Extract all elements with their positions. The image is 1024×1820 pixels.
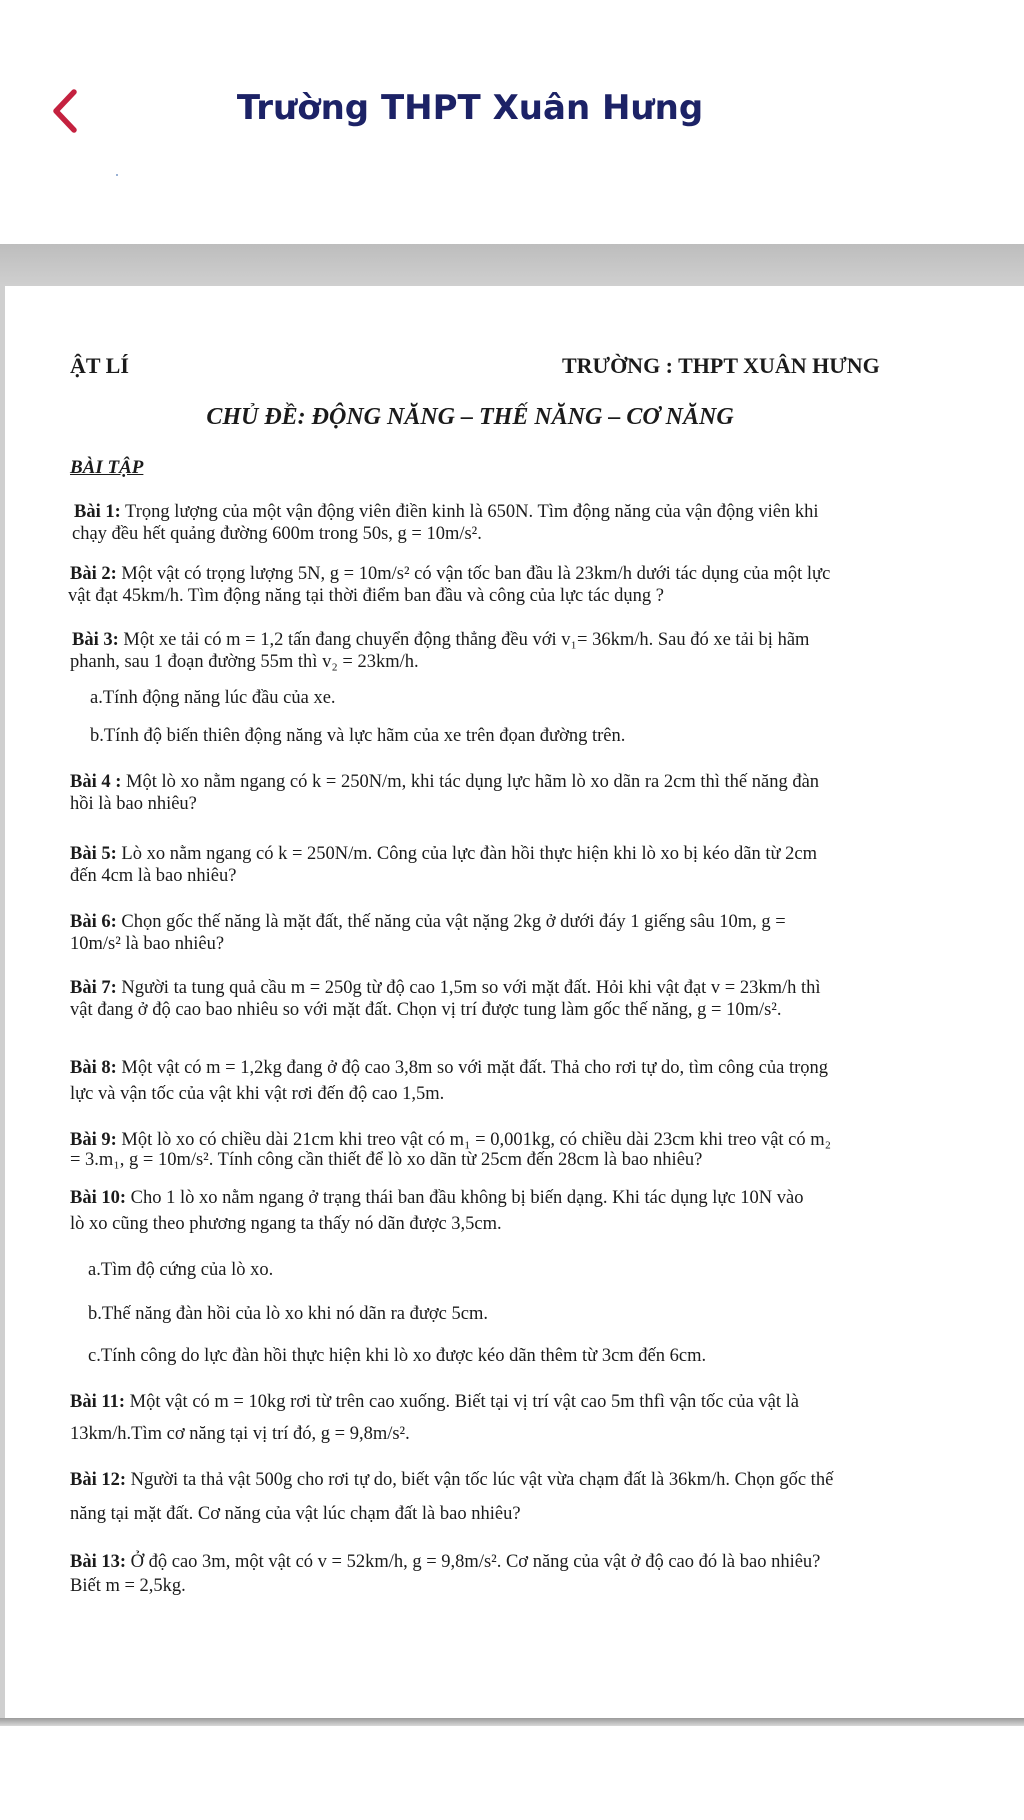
problem-10-line1: Bài 10: Cho 1 lò xo nằm ngang ở trạng thái ban đầu không bị biến dạng. Khi tác dụng lực 10N vào (70, 1188, 804, 1208)
problem-10-line2: lò xo cũng theo phương ngang ta thấy nó dãn được 3,5cm. (70, 1214, 502, 1234)
problem-10-sub-a: a.Tìm độ cứng của lò xo. (88, 1260, 274, 1280)
header-left: ẬT LÍ (70, 353, 129, 378)
problem-3-sub-a: a.Tính động năng lúc đầu của xe. (90, 688, 336, 708)
problem-7-label: Bài 7: (70, 978, 117, 998)
problem-5-line2: đến 4cm là bao nhiêu? (70, 866, 237, 886)
problem-5-line1: Bài 5: Lò xo nằm ngang có k = 250N/m. Công của lực đàn hồi thực hiện khi lò xo bị kéo dãn từ 2cm (70, 844, 817, 864)
problem-8-line1: Bài 8: Một vật có m = 1,2kg đang ở độ cao 3,8m so với mặt đất. Thả cho rơi tự do, tìm công của trọng (70, 1058, 829, 1078)
section-title: BÀI TẬP (70, 457, 144, 478)
problem-10-label: Bài 10: (70, 1188, 127, 1208)
problem-11-label: Bài 11: (70, 1392, 125, 1412)
problem-9-label: Bài 9: (70, 1130, 117, 1150)
problem-10-sub-b: b.Thế năng đàn hồi của lò xo khi nó dãn ra được 5cm. (88, 1304, 488, 1324)
problem-4-line1: Bài 4 : Một lò xo nằm ngang có k = 250N/m, khi tác dụng lực hãm lò xo dãn ra 2cm thì thế năng đàn (70, 772, 820, 792)
problem-12-line2: năng tại mặt đất. Cơ năng của vật lúc chạm đất là bao nhiêu? (70, 1504, 521, 1524)
problem-1-line2: chạy đều hết quảng đường 600m trong 50s, g = 10m/s². (72, 524, 482, 544)
problem-11-line2: 13km/h.Tìm cơ năng tại vị trí đó, g = 9,8m/s². (70, 1424, 410, 1444)
problem-9-line1: Bài 9: Một lò xo có chiều dài 21cm khi treo vật có m₁ = 0,001kg, có chiều dài 23cm khi treo vật có m₂ (70, 1130, 832, 1150)
problem-6-label: Bài 6: (70, 912, 117, 932)
document-bottom-edge (0, 1718, 1024, 1726)
problem-10-sub-c: c.Tính công do lực đàn hồi thực hiện khi lò xo được kéo dãn thêm từ 3cm đến 6cm. (88, 1346, 707, 1366)
problem-1-label: Bài 1: (74, 502, 121, 522)
problem-9-line2: = 3.m₁, g = 10m/s². Tính công cần thiết để lò xo dãn từ 25cm đến 28cm là bao nhiêu? (70, 1150, 703, 1170)
problem-12-line1: Bài 12: Người ta thả vật 500g cho rơi tự do, biết vận tốc lúc vật vừa chạm đất là 36km/h. Chọn gốc thế (70, 1470, 834, 1490)
problem-3-line1: Bài 3: Một xe tải có m = 1,2 tấn đang chuyển động thẳng đều với v₁= 36km/h. Sau đó xe tải bị hãm (72, 630, 810, 650)
problem-2-label: Bài 2: (70, 564, 117, 584)
viewer-toolbar-band (0, 244, 1024, 286)
problem-5-label: Bài 5: (70, 844, 117, 864)
app-header (0, 0, 1024, 230)
problem-2-line1: Bài 2: Một vật có trọng lượng 5N, g = 10m/s² có vận tốc ban đầu là 23km/h dưới tác dụng của một lực (70, 564, 831, 584)
problem-4-label: Bài 4 : (70, 772, 122, 792)
page-title: Trường THPT Xuân Hưng (236, 88, 704, 128)
problem-3-sub-b: b.Tính độ biến thiên động năng và lực hãm của xe trên đọan đường trên. (90, 726, 626, 746)
problem-11-line1: Bài 11: Một vật có m = 10kg rơi từ trên cao xuống. Biết tại vị trí vật cao 5m thfì vận tốc của vật là (70, 1392, 799, 1412)
problem-4-line2: hồi là bao nhiêu? (70, 794, 197, 814)
problem-13-line1: Bài 13: Ở độ cao 3m, một vật có v = 52km/h, g = 9,8m/s². Cơ năng của vật ở độ cao đó là bao nhiêu? (70, 1552, 821, 1572)
header-right: TRƯỜNG : THPT XUÂN HƯNG (562, 353, 880, 378)
problem-2-line2: vật đạt 45km/h. Tìm động năng tại thời điểm ban đầu và công của lực tác dụng ? (68, 586, 664, 606)
problem-7-line2: vật đang ở độ cao bao nhiêu so với mặt đất. Chọn vị trí được tung làm gốc thế năng, g = 10m/s². (70, 1000, 782, 1020)
problem-1-line1: Bài 1: Trọng lượng của một vận động viên điền kinh là 650N. Tìm động năng của vận động viên khi (74, 502, 819, 522)
problem-8-line2: lực và vận tốc của vật khi vật rơi đến độ cao 1,5m. (70, 1084, 445, 1104)
problem-6-line2: 10m/s² là bao nhiêu? (70, 934, 225, 954)
problem-6-line1: Bài 6: Chọn gốc thế năng là mặt đất, thế năng của vật nặng 2kg ở dưới đáy 1 giếng sâu 10m, g = (70, 912, 786, 932)
problem-8-label: Bài 8: (70, 1058, 117, 1078)
problem-13-label: Bài 13: (70, 1552, 127, 1572)
decorative-dot (116, 174, 118, 176)
problem-3-line2: phanh, sau 1 đoạn đường 55m thì v₂ = 23km/h. (70, 652, 419, 672)
problem-13-line2: Biết m = 2,5kg. (70, 1576, 186, 1596)
problem-3-label: Bài 3: (72, 630, 119, 650)
problem-7-line1: Bài 7: Người ta tung quả cầu m = 250g từ độ cao 1,5m so với mặt đất. Hỏi khi vật đạt v = 23km/h thì (70, 978, 821, 998)
topic-title: CHỦ ĐỀ: ĐỘNG NĂNG – THẾ NĂNG – CƠ NĂNG (206, 404, 734, 430)
problem-12-label: Bài 12: (70, 1470, 127, 1490)
